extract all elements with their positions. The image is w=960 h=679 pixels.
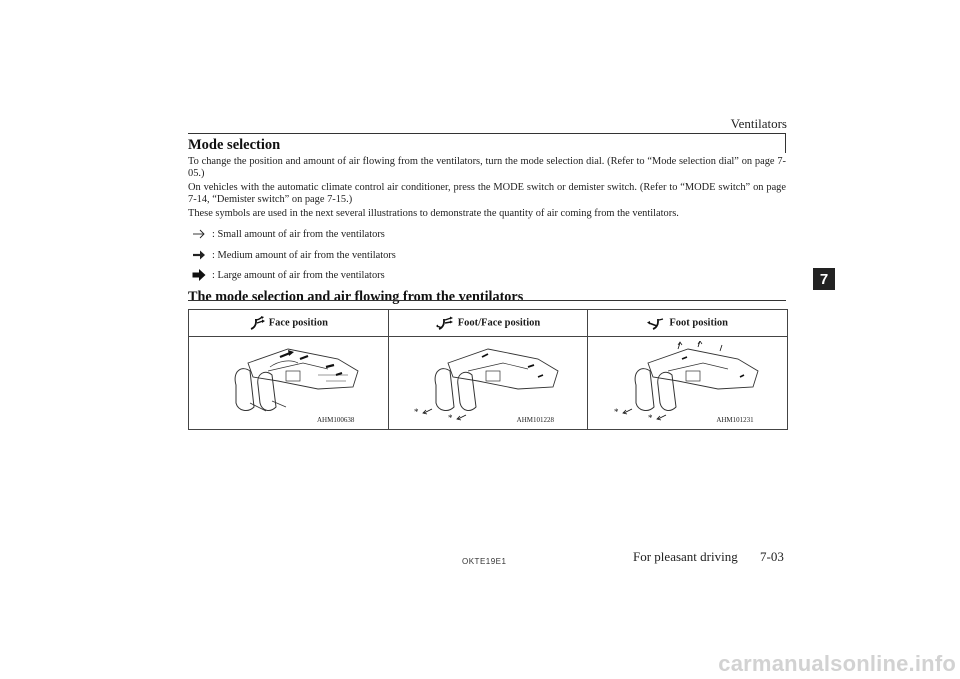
bold-arrow-icon bbox=[192, 269, 206, 281]
legend-medium bbox=[192, 248, 396, 262]
svg-text:*: * bbox=[413, 406, 419, 417]
foot-face-position-illustration bbox=[408, 341, 568, 421]
legend-small-text: : Small amount of air from the ventilators bbox=[212, 228, 385, 240]
svg-text:*: * bbox=[647, 412, 653, 421]
thin-arrow-icon bbox=[192, 228, 206, 240]
svg-text:*: * bbox=[447, 412, 453, 421]
legend-medium-text: : Medium amount of air from the ventilators bbox=[212, 249, 396, 261]
paragraph-2: On vehicles with the automatic climate control air conditioner, press the MODE switch or demister switch. (Refer to “MODE switch” on page 7-14, “Demister switch” on page 7-15.) bbox=[188, 182, 786, 206]
foot-position-header bbox=[588, 310, 788, 337]
face-mode-icon bbox=[249, 316, 265, 330]
mode-table-illustrations bbox=[189, 337, 788, 430]
foot-mode-icon bbox=[647, 316, 665, 330]
mode-table bbox=[188, 309, 788, 430]
foot-face-mode-icon bbox=[436, 316, 454, 330]
mode-table-header bbox=[189, 310, 788, 337]
paragraph-3: These symbols are used in the next several illustrations to demonstrate the quantity of air coming from the ventilators. bbox=[188, 208, 679, 219]
medium-arrow-icon bbox=[192, 249, 206, 261]
svg-text:*: * bbox=[613, 406, 619, 417]
face-position-label: Face position bbox=[268, 317, 328, 329]
subsection-title: The mode selection and air flowing from the ventilators bbox=[188, 289, 524, 305]
foot-position-label: Foot position bbox=[669, 317, 728, 329]
foot-position-illustration bbox=[608, 341, 768, 421]
face-position-header bbox=[189, 310, 389, 337]
header-title: Ventilators bbox=[730, 116, 787, 131]
footer-section: For pleasant driving bbox=[633, 549, 738, 564]
section-title: Mode selection bbox=[188, 137, 281, 153]
legend-small bbox=[192, 227, 385, 241]
foot-face-position-label: Foot/Face position bbox=[457, 317, 541, 329]
paragraph-1: To change the position and amount of air flowing from the ventilators, turn the mode selection dial. (Refer to “Mode selection dial” on page 7-05.) bbox=[188, 156, 786, 180]
foot-face-position-figure-code: AHM101228 bbox=[516, 416, 554, 424]
foot-position-cell bbox=[588, 337, 788, 430]
footer-code: OKTE19E1 bbox=[462, 557, 507, 566]
face-position-illustration bbox=[208, 341, 368, 421]
legend-large bbox=[192, 268, 385, 282]
watermark: carmanualsonline.info bbox=[718, 651, 956, 676]
footer-page-number: 7-03 bbox=[760, 549, 784, 564]
chapter-tab[interactable]: 7 bbox=[813, 268, 835, 290]
legend-large-text: : Large amount of air from the ventilators bbox=[212, 269, 385, 281]
foot-face-position-header bbox=[388, 310, 588, 337]
face-position-figure-code: AHM100638 bbox=[317, 416, 355, 424]
foot-position-figure-code: AHM101231 bbox=[716, 416, 754, 424]
subsection-rule bbox=[188, 300, 786, 301]
foot-face-position-cell bbox=[388, 337, 588, 430]
face-position-cell bbox=[189, 337, 389, 430]
